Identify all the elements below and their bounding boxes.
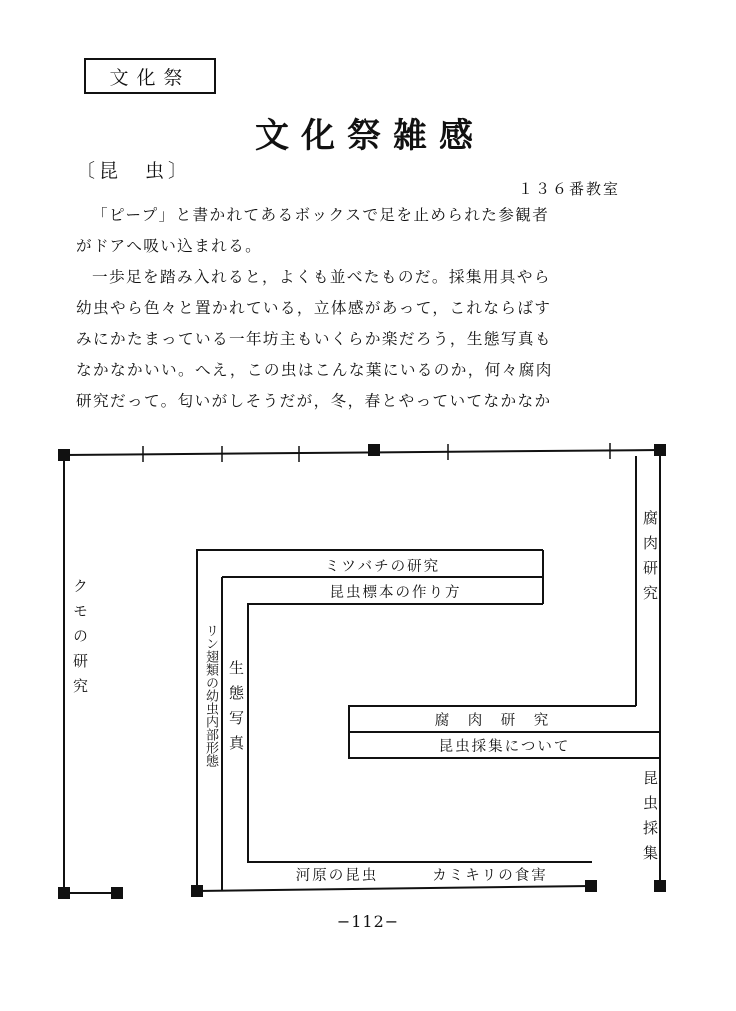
section-heading: 〔昆 虫〕	[76, 160, 192, 182]
category-tag-text: 文化祭	[109, 66, 191, 89]
page-number: −112−	[336, 912, 400, 931]
pillar	[654, 880, 666, 892]
label-river: 河原の昆虫	[295, 868, 379, 884]
wall-top	[64, 450, 660, 455]
wall-bottom	[197, 886, 591, 891]
paragraph-2-line: なかなかいい。へえ，この虫はこんな葉にいるのか，何々腐肉	[76, 361, 553, 379]
pillar	[191, 885, 203, 897]
label-collecting-center: 昆虫採集について	[438, 739, 571, 755]
label-lepidoptera: リン翅類の幼虫内部形態	[203, 624, 218, 767]
label-carrion-center: 腐 肉 研 究	[434, 713, 551, 729]
paragraph-2-line: 幼虫やら色々と置かれている，立体感があって，これならばす	[76, 299, 552, 317]
room-label: １３６番教室	[517, 180, 620, 198]
pillar	[111, 887, 123, 899]
paragraph-2-line: 一歩足を踏み入れると，よくも並べたものだ。採集用具やら	[92, 268, 551, 286]
label-ecology-photos: 生態写真	[227, 660, 245, 760]
label-collecting-side: 昆虫採集	[641, 770, 659, 870]
label-bees: ミツバチの研究	[324, 559, 441, 575]
paragraph-2-line: みにかたまっている一年坊主もいくらか楽だろう，生態写真も	[76, 330, 552, 348]
label-spider: クモの研究	[71, 578, 89, 703]
paragraph-1-line: 「ピープ」と書かれてあるボックスで足を止められた参観者	[92, 206, 550, 224]
page-title: 文化祭雑感	[255, 116, 485, 156]
paragraph-2-line: 研究だって。匂いがしそうだが，冬，春とやっていてなかなか	[76, 392, 552, 410]
pillar	[58, 887, 70, 899]
label-carrion-side: 腐肉研究	[641, 510, 659, 610]
pillar	[585, 880, 597, 892]
pillar	[58, 449, 70, 461]
pillar	[654, 444, 666, 456]
label-specimen: 昆虫標本の作り方	[329, 585, 462, 601]
paragraph-1-line: がドアへ吸い込まれる。	[76, 237, 263, 255]
pillar	[368, 444, 380, 456]
label-longhorn: カミキリの食害	[432, 868, 548, 884]
